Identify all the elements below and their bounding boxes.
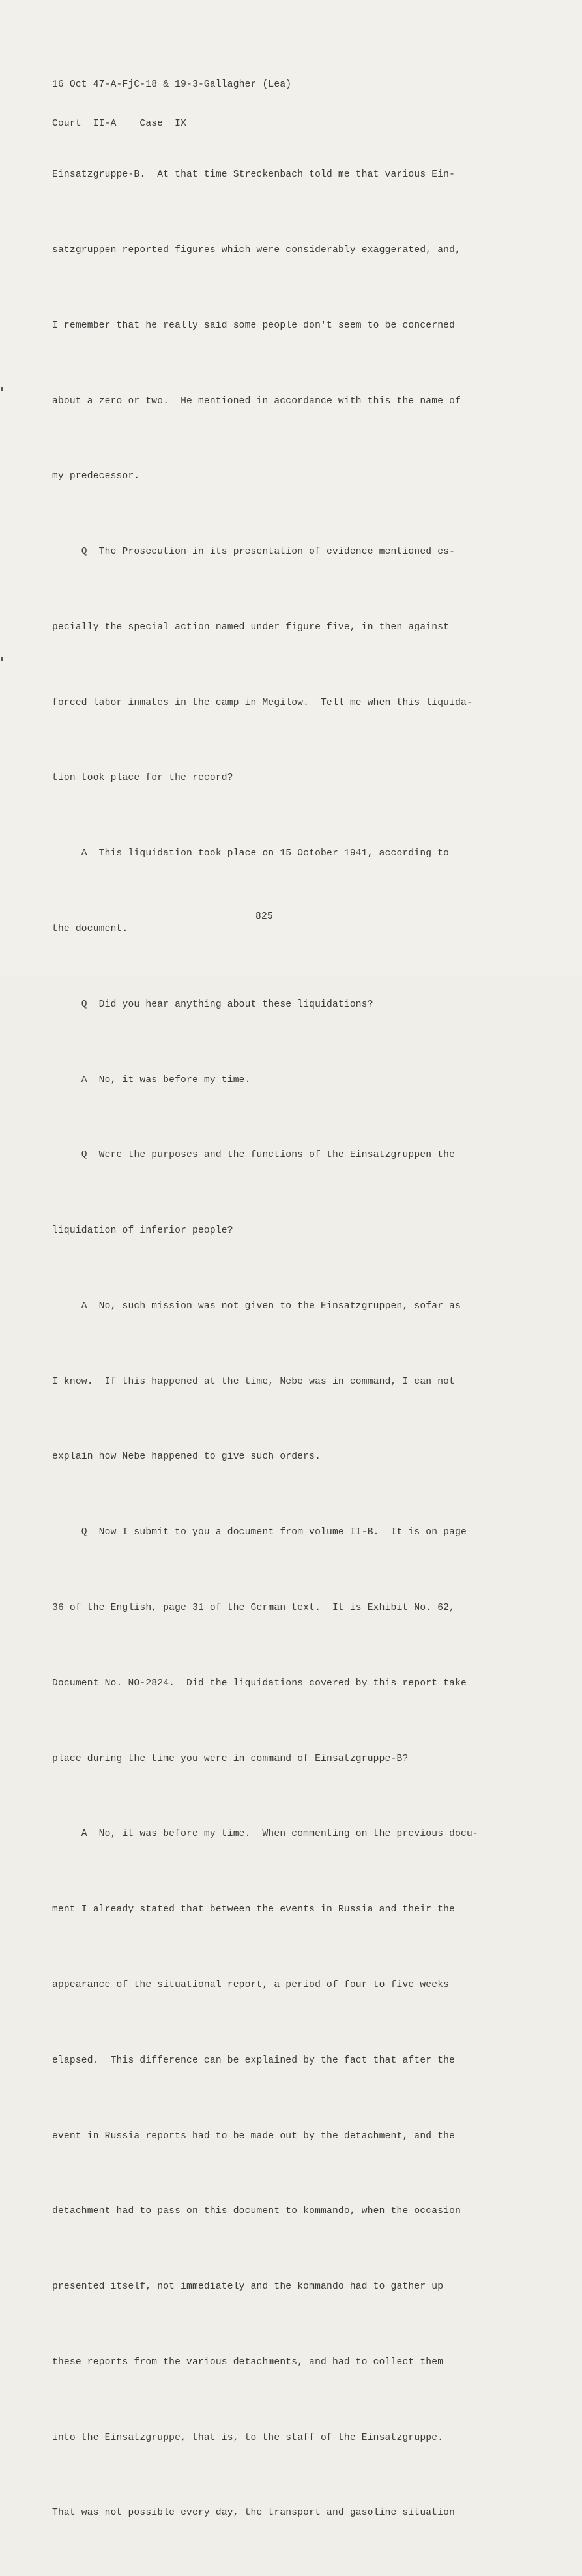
text-line: That was not possible every day, the transport and gasoline situation	[52, 2508, 456, 2519]
page-number: 825	[255, 911, 273, 922]
text-line: Q The Prosecution in its presentation of evidence mentioned es-	[52, 547, 456, 558]
text-line: detachment had to pass on this document to kommando, when the occasion	[52, 2206, 461, 2217]
text-line: liquidation of inferior people?	[52, 1225, 233, 1237]
text-line: I remember that he really said some people don't seem to be concerned	[52, 320, 456, 331]
text-line: Einsatzgruppe-B. At that time Streckenbach told me that various Ein-	[52, 169, 456, 180]
text-line: satzgruppen reported figures which were considerably exaggerated, and,	[52, 244, 461, 255]
text-line: place during the time you were in command of Einsatzgruppe-B?	[52, 1753, 409, 1764]
text-line: appearance of the situational report, a period of four to five weeks	[52, 1979, 450, 1990]
text-line: elapsed. This difference can be explained by the fact that after the	[52, 2055, 456, 2066]
text-line: Q Did you hear anything about these liquidations?	[52, 999, 373, 1010]
text-line: into the Einsatzgruppe, that is, to the staff of the Einsatzgruppe.	[52, 2432, 444, 2443]
text-line: explain how Nebe happened to give such orders.	[52, 1452, 321, 1463]
text-line: these reports from the various detachments, and had to collect them	[52, 2356, 444, 2368]
header-line-2: Court II-A Case IX	[52, 119, 187, 129]
text-line: A This liquidation took place on 15 October 1941, according to	[52, 848, 450, 859]
text-line: A No, such mission was not given to the Einsatzgruppen, sofar as	[52, 1300, 461, 1311]
text-line: pecially the special action named under figure five, in then against	[52, 622, 450, 633]
text-line: Q Were the purposes and the functions of the Einsatzgruppen the	[52, 1150, 456, 1161]
header-line-1: 16 Oct 47-A-FjC-18 & 19-3-Gallagher (Lea)	[52, 79, 292, 90]
text-line: A No, it was before my time.	[52, 1074, 251, 1085]
text-line: about a zero or two. He mentioned in accordance with this the name of	[52, 395, 461, 407]
text-line: Document No. NO-2824. Did the liquidations covered by this report take	[52, 1678, 467, 1689]
text-line: presented itself, not immediately and the kommando had to gather up	[52, 2282, 444, 2293]
text-line: 36 of the English, page 31 of the German text. It is Exhibit No. 62,	[52, 1603, 456, 1614]
text-line: Q Now I submit to you a document from volume II-B. It is on page	[52, 1527, 467, 1538]
text-line: I know. If this happened at the time, Nebe was in command, I can not	[52, 1376, 456, 1387]
transcript-body	[52, 112, 478, 2576]
binding-mark	[1, 657, 3, 661]
text-line: ment I already stated that between the events in Russia and their the	[52, 1904, 456, 1915]
text-line: tion took place for the record?	[52, 773, 233, 784]
text-line: forced labor inmates in the camp in Megilow. Tell me when this liquida-	[52, 697, 473, 708]
text-line: the document.	[52, 924, 128, 934]
text-line: my predecessor.	[52, 471, 140, 482]
text-line: A No, it was before my time. When commenting on the previous docu-	[52, 1829, 478, 1840]
text-line: event in Russia reports had to be made out by the detachment, and the	[52, 2130, 456, 2141]
binding-mark	[1, 387, 3, 391]
